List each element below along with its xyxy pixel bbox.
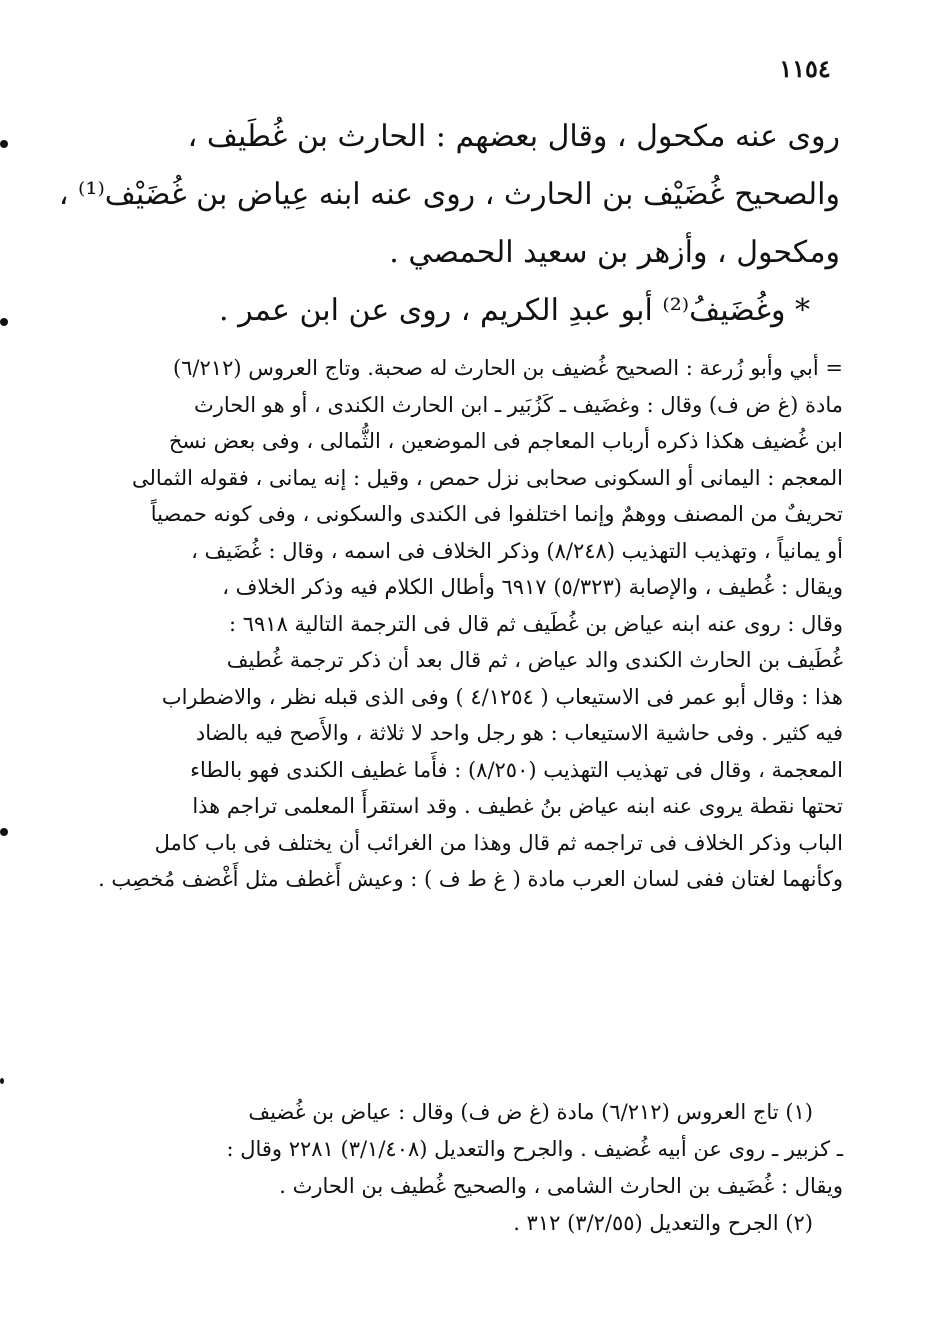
- footnotes: [108, 1094, 843, 1242]
- margin-mark: [0, 828, 8, 836]
- margin-mark: [0, 1078, 4, 1084]
- main-line: والصحيح غُضَيْف بن الحارث ، روى عنه ابنه عِياض بن غُضَيْف⁽¹⁾ ،: [58, 177, 840, 212]
- page-number: ١١٥٤: [779, 54, 831, 83]
- footnote-2-line: (٢) الجرح والتعديل (٣/٢/٥٥) ٣١٢ .: [513, 1211, 813, 1235]
- continued-footnote: [98, 350, 843, 898]
- footnote-line: المعجمة ، وقال فى تهذيب التهذيب (٨/٢٥٠) : فأَما غطيف الكندى فهو بالطاء: [190, 757, 843, 782]
- footnote-line: مادة (غ ض ف) وقال : وغضَيف ـ كَزُبَير ـ ابن الحارث الكندى ، أو هو الحارث: [193, 392, 843, 417]
- main-line: ومكحول ، وأزهر بن سعيد الحمصي .: [389, 235, 840, 270]
- footnote-line: ويقال : غُطيف ، والإصابة (٥/٣٢٣) ٦٩١٧ وأطال الكلام فيه وذكر الخلاف ،: [222, 575, 843, 599]
- entry-heading: * وغُضَيفُ⁽²⁾ أبو عبدِ الكريم ، روى عن ابن عمر .: [219, 293, 810, 328]
- footnote-line: أو يمانياً ، وتهذيب التهذيب (٨/٢٤٨) وذكر الخلاف فى اسمه ، وقال : غُضَيف ،: [191, 538, 843, 563]
- footnote-line: وكأنهما لغتان ففى لسان العرب مادة ( غ ط ف ) : وعيش أَغطف مثل أَغْضف مُخصِب .: [98, 867, 843, 891]
- footnote-1-line: ويقال : غُضَيف بن الحارث الشامى ، والصحيح غُطيف بن الحارث .: [279, 1174, 843, 1198]
- footnote-line: غُطَيف بن الحارث الكندى والد عياض ، ثم قال بعد أن ذكر ترجمة غُطيف: [226, 648, 843, 672]
- footnote-line: وقال : روى عنه ابنه عياض بن غُطَيف ثم قال فى الترجمة التالية ٦٩١٨ :: [228, 611, 843, 636]
- footnote-line: = أبي وأبو زُرعة : الصحيح غُضيف بن الحارث له صحبة. وتاج العروس (٦/٢١٢): [172, 356, 843, 380]
- main-text: [58, 108, 840, 340]
- main-line: روى عنه مكحول ، وقال بعضهم : الحارث بن غُطَيف ،: [187, 119, 840, 154]
- footnote-line: تحتها نقطة يروى عنه ابنه عياض بنُ غطيف . وقد استقرأَ المعلمى تراجم هذا: [192, 794, 843, 818]
- footnote-1-line: ـ كزبير ـ روى عن أبيه غُضيف . والجرح والتعديل (٣/١/٤٠٨) ٢٢٨١ وقال :: [226, 1137, 843, 1161]
- footnote-line: ابن غُضيف هكذا ذكره أرباب المعاجم فى الموضعين ، الثُّمالى ، وفى بعض نسخ: [168, 429, 843, 453]
- margin-mark: [0, 140, 8, 148]
- footnote-line: تحريفٌ من المصنف ووهمٌ وإنما اختلفوا فى الكندى والسكونى ، وفى كونه حمصياً: [150, 502, 843, 526]
- footnote-line: الباب وذكر الخلاف فى تراجمه ثم قال وهذا من الغرائب أن يختلف فى باب كامل: [154, 830, 843, 855]
- footnote-1-line: (١) تاج العروس (٦/٢١٢) مادة (غ ض ف) وقال : عياض بن غُضيف: [248, 1100, 813, 1124]
- footnote-line: المعجم : اليمانى أو السكونى صحابى نزل حمص ، وقيل : إنه يمانى ، فقوله الثمالى: [131, 465, 843, 490]
- margin-mark: [0, 318, 8, 326]
- footnote-line: هذا : وقال أبو عمر فى الاستيعاب ( ٤/١٢٥٤ ) وفى الذى قبله نظر ، والاضطراب: [161, 684, 843, 709]
- footnote-line: فيه كثير . وفى حاشية الاستيعاب : هو رجل واحد لا ثلاثة ، والأَصح فيه بالضاد: [195, 721, 843, 745]
